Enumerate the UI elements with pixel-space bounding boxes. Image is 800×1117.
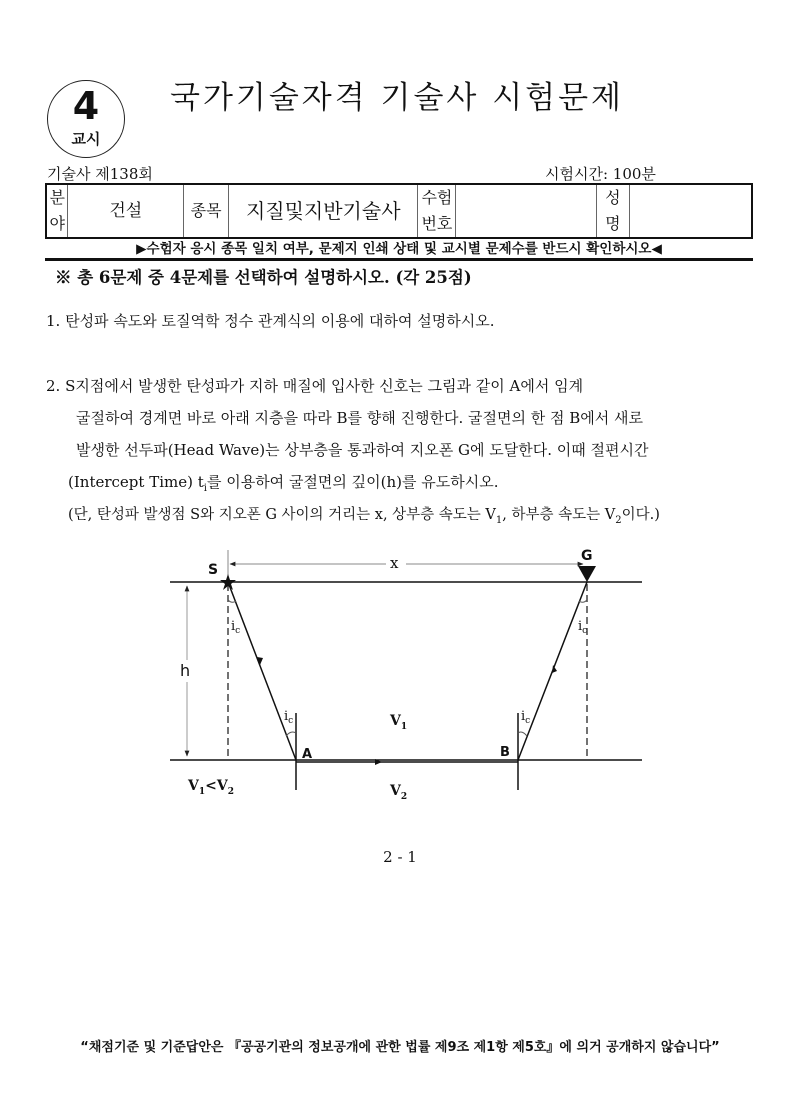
geophone-triangle-icon [578, 566, 596, 582]
question-2-line-2: 굴절하여 경계면 바로 아래 지층을 따라 B를 향해 진행한다. 굴절면의 한 점 B에서 새로 [76, 409, 643, 427]
field-label: 분 야 [46, 184, 68, 238]
category-label: 종목 [184, 184, 229, 238]
label-b: B [500, 745, 510, 760]
label-g: G [581, 548, 593, 564]
angle-label-geophone: $i_c$ [578, 619, 588, 636]
exam-number-label: 수험 번호 [418, 184, 456, 238]
footer-notice: “채점기준 및 기준답안은 『공공기관의 정보공개에 관한 법률 제9조 제1항 제5호』에 의거 공개하지 않습니다” [80, 1040, 720, 1055]
angle-arc-b [518, 732, 527, 736]
instruction: ※ 총 6문제 중 4문제를 선택하여 설명하시오. (각 25점) [55, 268, 472, 287]
name-field[interactable] [629, 184, 752, 238]
label-h: h [180, 661, 191, 680]
angle-label-b: $i_c$ [521, 709, 531, 726]
exam-name: 기술사 제138회 [47, 165, 153, 183]
angle-arc-a [286, 732, 296, 736]
name-label: 성 명 [596, 184, 629, 238]
label-v1: $V_1$ [390, 713, 408, 732]
exam-info-table [45, 183, 753, 239]
label-a: A [302, 747, 313, 762]
velocity-relation: $V_1<V_2$ [188, 778, 235, 797]
divider [45, 258, 753, 261]
incident-ray [228, 582, 296, 760]
period-number: 4 [72, 84, 100, 128]
exam-time: 시험시간: 100분 [545, 165, 656, 183]
refraction-diagram [160, 540, 650, 820]
question-2-line-3: 발생한 선두파(Head Wave)는 상부층을 통과하여 지오폰 G에 도달한다. 이때 절편시간 [76, 441, 649, 459]
angle-label-source: $i_c$ [231, 619, 241, 636]
question-2-line-5: (단, 탄성파 발생점 S와 지오폰 G 사이의 거리는 x, 상부층 속도는 $V_1$, 하부층 속도는 $V_2$이다.) [68, 507, 660, 526]
label-s: S [208, 562, 219, 578]
question-2-line-4: (Intercept Time) $t_i$를 이용하여 굴절면의 깊이(h)를 유도하시오. [68, 473, 499, 494]
category-value: 지질및지반기술사 [229, 184, 418, 238]
label-x: x [390, 554, 399, 572]
exam-number-field[interactable] [456, 184, 597, 238]
question-1: 1. 탄성파 속도와 토질역학 정수 관계식의 이용에 대하여 설명하시오. [46, 312, 495, 330]
field-value: 건설 [68, 184, 184, 238]
question-2-line-1: 2. S지점에서 발생한 탄성파가 지하 매질에 입사한 신호는 그림과 같이 A에서 임계 [46, 377, 584, 395]
label-v2: $V_2$ [390, 783, 408, 802]
page-number: 2 - 1 [383, 848, 417, 866]
notice: ▶수험자 응시 종목 일치 여부, 문제지 인쇄 상태 및 교시별 문제수를 반드시 확인하시오◀ [136, 241, 662, 257]
page-title: 국가기술자격 기술사 시험문제 [170, 80, 625, 116]
angle-label-a: $i_c$ [284, 709, 294, 726]
period-label: 교시 [71, 130, 101, 148]
